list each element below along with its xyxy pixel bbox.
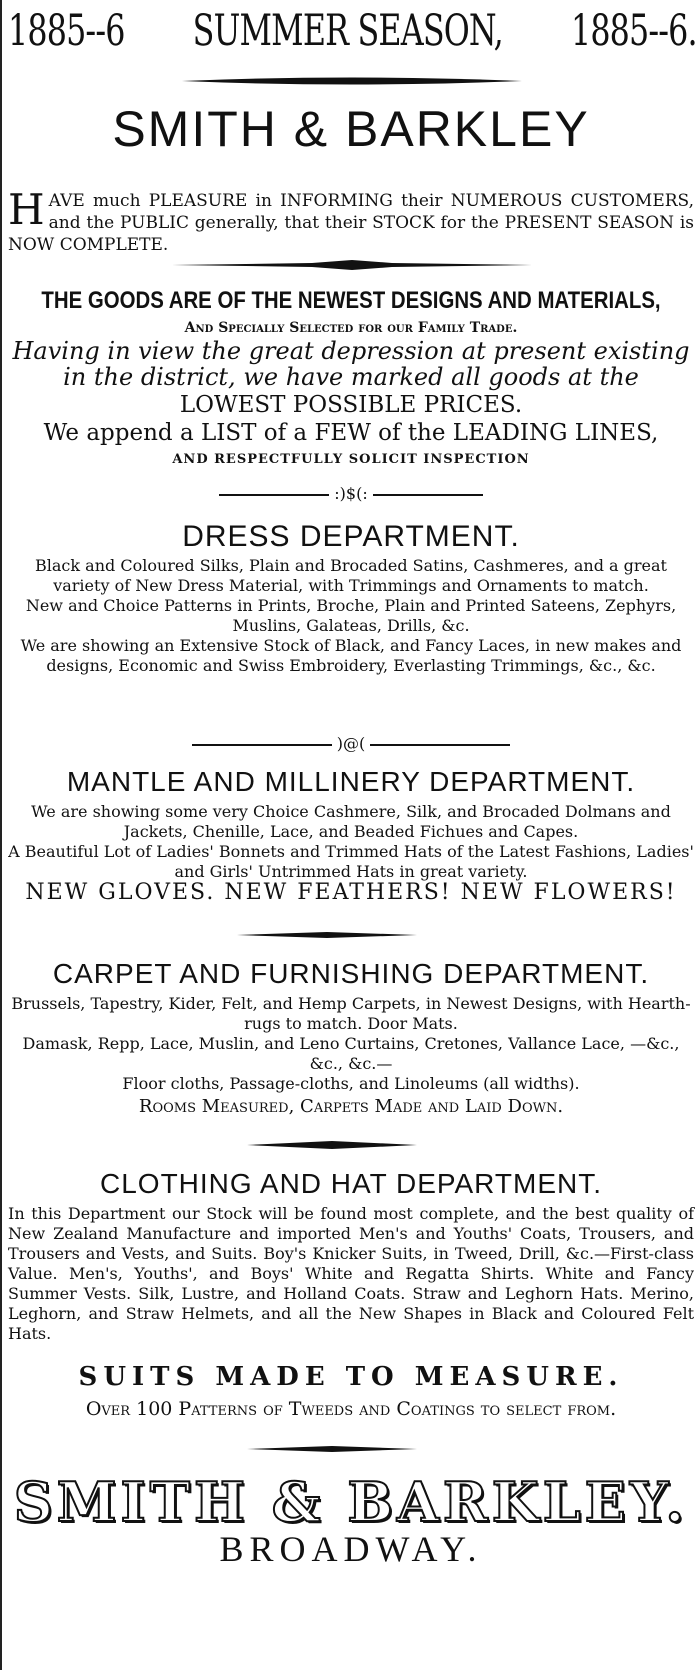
mantle-para: A Beautiful Lot of Ladies' Bonnets and Trimmed Hats of the Latest Fashions, Ladies' and Girls' Untrimmed Hats in great variety. — [8, 842, 694, 881]
separator-mark: :)$(: — [334, 484, 368, 503]
header-right-year: 1885--6. — [570, 6, 697, 56]
patterns-line: Over 100 Patterns of Tweeds and Coatings to select from. — [85, 1398, 617, 1420]
mantle-body — [8, 802, 694, 882]
carpet-body — [8, 994, 694, 1094]
rooms-line: Rooms Measured, Carpets Made and Laid Down. — [138, 1096, 564, 1117]
dress-para: New and Choice Patterns in Prints, Broche, Plain and Printed Sateens, Zephyrs, Muslins, Galateas, Drills, &c. — [25, 596, 677, 635]
ornament-rule — [237, 930, 417, 940]
separator — [8, 484, 694, 503]
firm-name: SMITH & BARKLEY — [112, 101, 590, 157]
respect-line: AND RESPECTFULLY SOLICIT INSPECTION — [172, 452, 530, 467]
gloves-line: NEW GLOVES. NEW FEATHERS! NEW FLOWERS! — [25, 880, 677, 905]
append-line: We append a LIST of a FEW of the LEADING LINES, — [43, 420, 659, 446]
ornament-rule — [247, 1444, 417, 1454]
dress-para: We are showing an Extensive Stock of Black, and Fancy Laces, in new makes and designs, Economic and Swiss Embroidery, Everlasting Trimmings, &c., &c. — [20, 636, 682, 675]
italic-line: in the district, we have marked all goods at the — [63, 363, 639, 391]
mantle-title: MANTLE AND MILLINERY DEPARTMENT. — [66, 766, 636, 797]
dress-body — [8, 556, 694, 676]
clothing-para: In this Department our Stock will be found most complete, and the best quality of New Zealand Manufacture and imported Men's and Youths' Coats, Trousers, and Trousers and Vests, and Suits. Boy's Knicker Suits, in Tweed, Drill, &c.—First-class Value. Men's, Youths', and Boys' White and Regatta Shirts. White and Fancy Summer Vests. Silk, Lustre, and Holland Coats. Straw and Leghorn Hats. Merino, Leghorn, and Straw Helmets, and all the New Shapes in Black and Coloured Felt Hats. — [8, 1204, 694, 1343]
suits-line: SUITS MADE TO MEASURE. — [78, 1362, 624, 1392]
carpet-para: Damask, Repp, Lace, Muslin, and Leno Curtains, Cretones, Vallance Lace, —&c., &c., &c.— — [22, 1034, 680, 1073]
ornament-rule — [247, 1140, 417, 1150]
separator — [8, 734, 694, 753]
drop-cap: H — [8, 185, 45, 234]
intro-paragraph — [8, 185, 694, 256]
goods-heading: THE GOODS ARE OF THE NEWEST DESIGNS AND MATERIALS, — [41, 287, 661, 314]
lowest-prices-line: LOWEST POSSIBLE PRICES. — [179, 392, 523, 418]
carpet-para: Brussels, Tapestry, Kider, Felt, and Hemp Carpets, in Newest Designs, with Hearth-rugs to match. Door Mats. — [11, 994, 691, 1033]
footer-firm-name: SMITH & BARKLEY. — [13, 1470, 689, 1534]
mantle-para: We are showing some very Choice Cashmere, Silk, and Brocaded Dolmans and Jackets, Chenille, Lace, and Beaded Fichues and Capes. — [31, 802, 671, 841]
ornament-rule — [182, 76, 522, 86]
footer-street: BROADWAY. — [219, 1529, 483, 1569]
clothing-title: CLOTHING AND HAT DEPARTMENT. — [100, 1168, 602, 1199]
carpet-title: CARPET AND FURNISHING DEPARTMENT. — [52, 958, 650, 989]
header-season: SUMMER SEASON, — [192, 6, 503, 56]
header-left-year: 1885--6 — [8, 6, 125, 56]
dress-para: Black and Coloured Silks, Plain and Brocaded Satins, Cashmeres, and a great variety of New Dress Material, with Trimmings and Ornaments to match. — [35, 556, 667, 595]
ornament-rule — [172, 260, 532, 270]
dress-title: DRESS DEPARTMENT. — [182, 520, 520, 553]
intro-text: AVE much PLEASURE in INFORMING their NUMEROUS CUSTOMERS, and the PUBLIC generally, that their STOCK for the PRESENT SEASON is NOW COMPLETE. — [8, 191, 694, 255]
italic-line: Having in view the great depression at present existing — [12, 337, 690, 365]
season-header — [8, 6, 697, 58]
carpet-para: Floor cloths, Passage-cloths, and Linoleums (all widths). — [122, 1074, 580, 1093]
special-line: And Specially Selected for our Family Trade. — [184, 320, 518, 336]
clothing-body — [8, 1204, 694, 1344]
separator-mark: )@( — [336, 734, 366, 753]
depression-note — [8, 338, 694, 390]
